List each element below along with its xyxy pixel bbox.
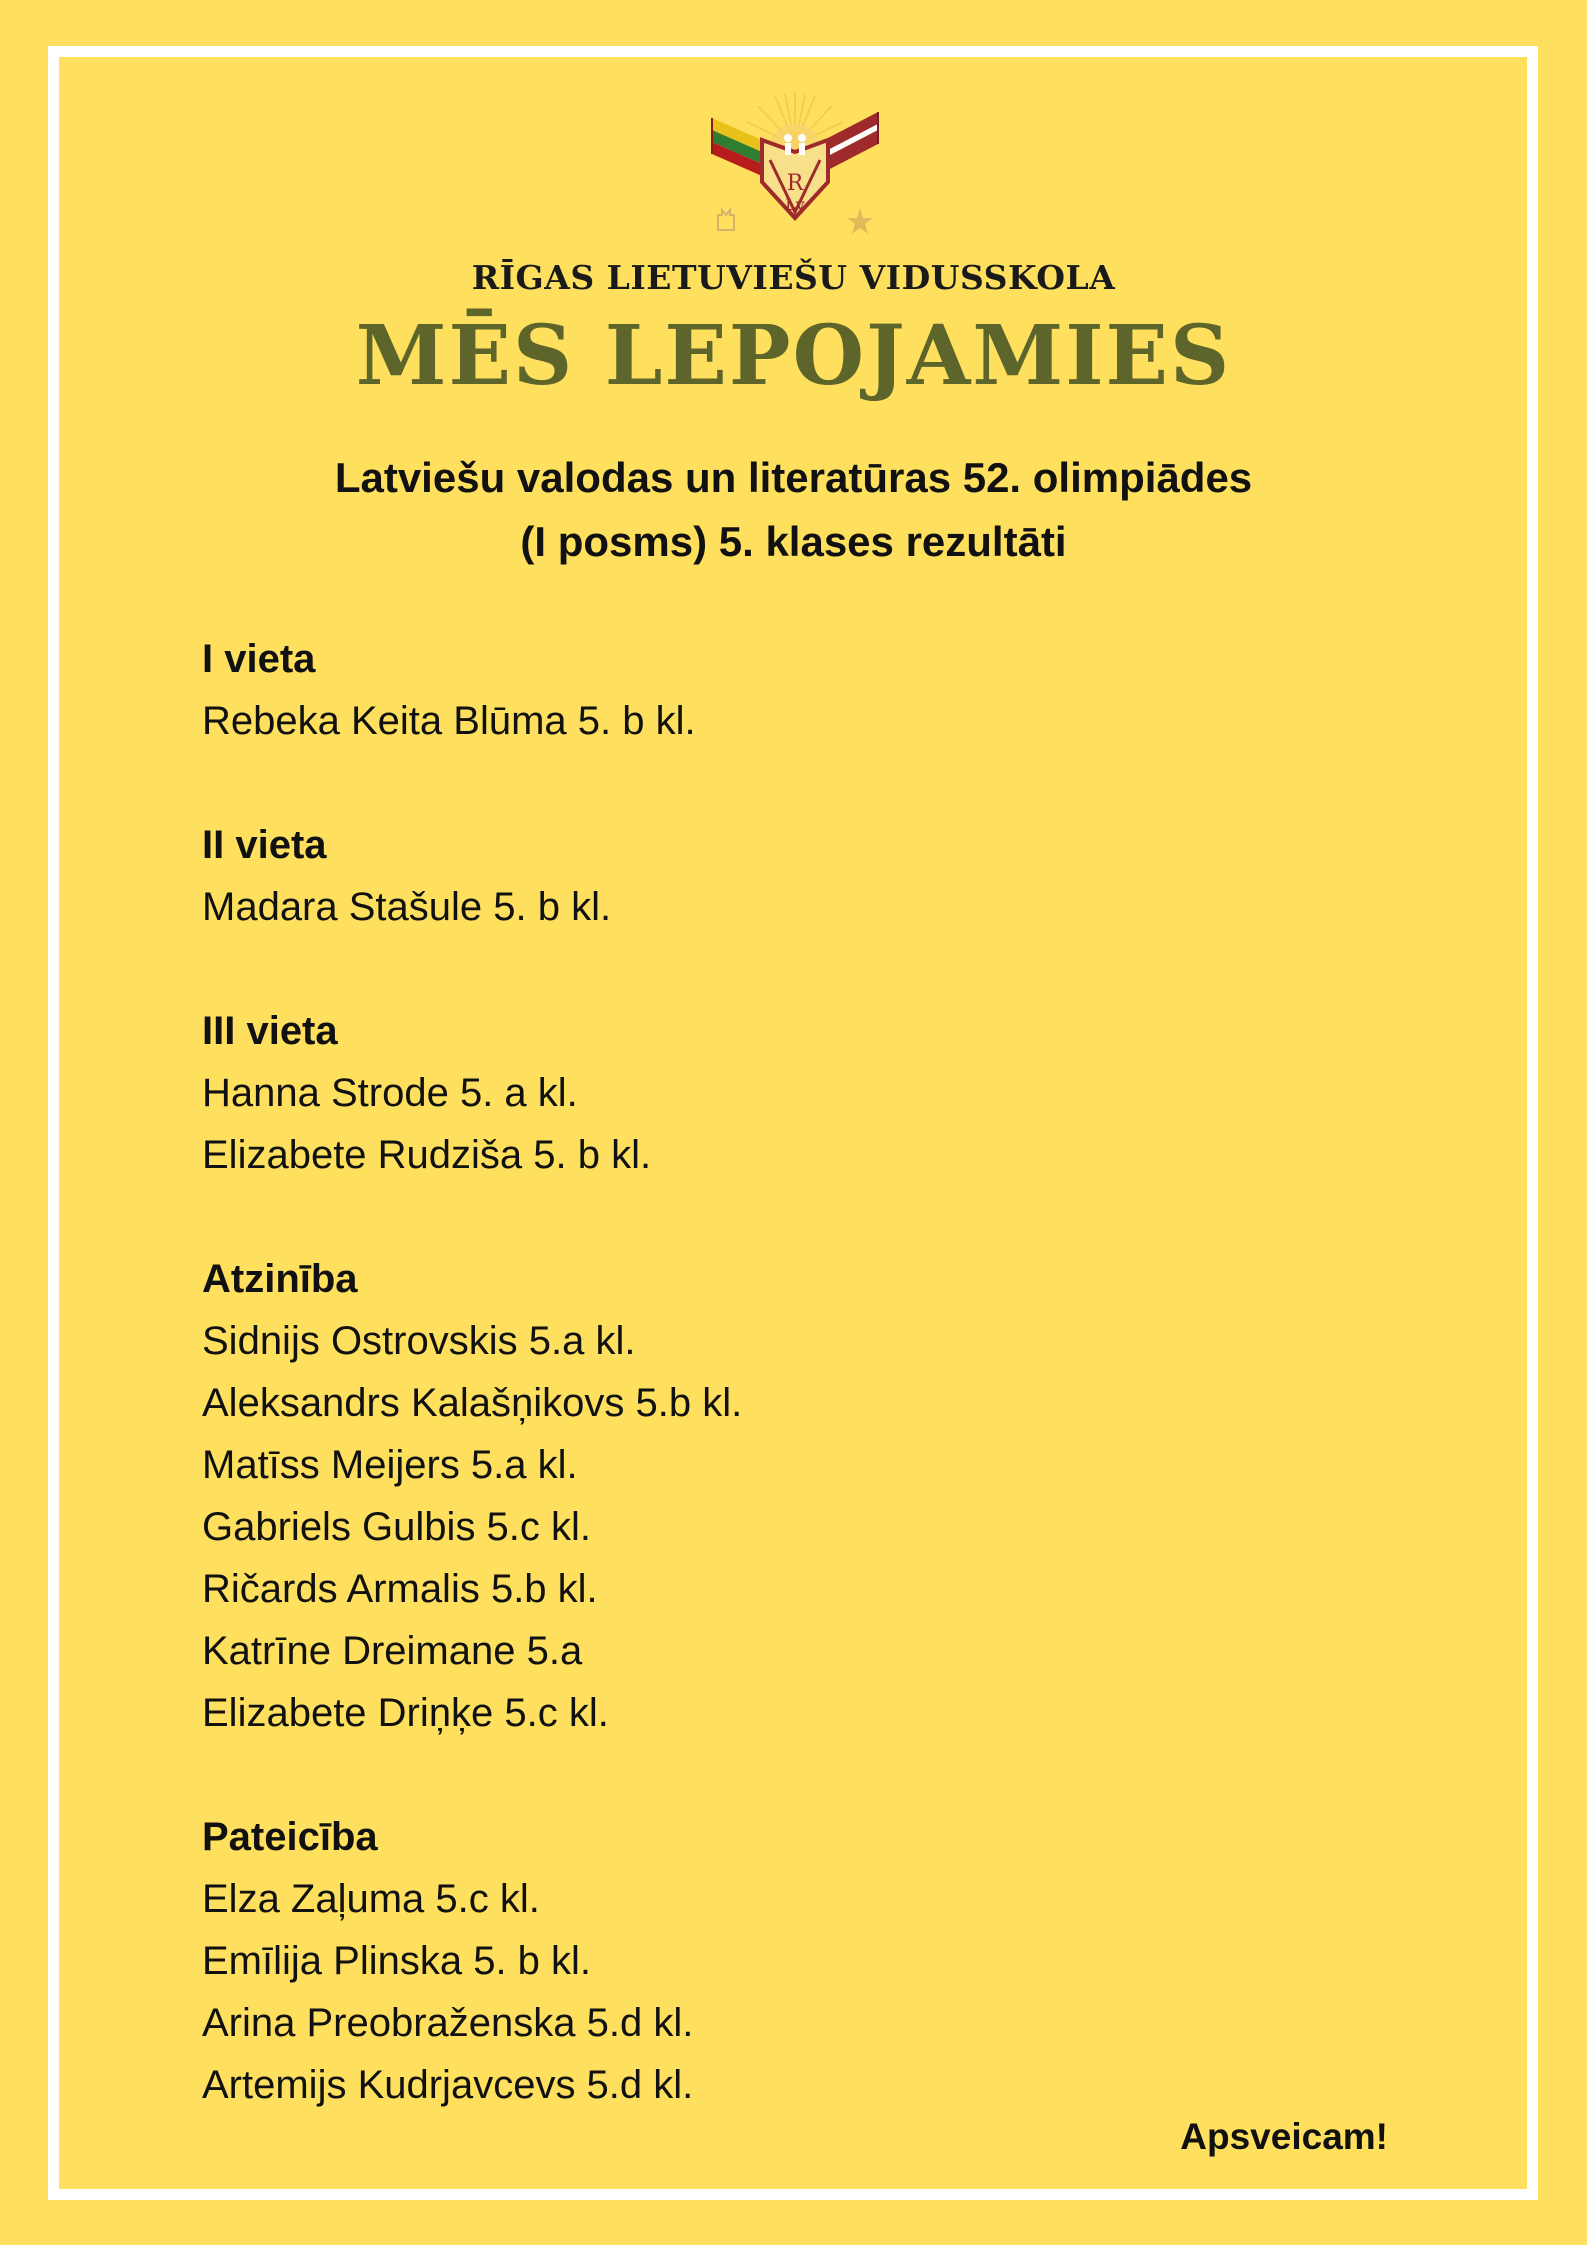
list-item: Sidnijs Ostrovskis 5.a kl. — [202, 1319, 636, 1363]
list-item: Hanna Strode 5. a kl. — [202, 1071, 578, 1115]
list-item: Artemijs Kudrjavcevs 5.d kl. — [202, 2063, 694, 2107]
svg-text:Lv: Lv — [785, 195, 805, 214]
group-third-place — [202, 1000, 1352, 1186]
list-item: Emīlija Plinska 5. b kl. — [202, 1939, 592, 1983]
list-item: Ričards Armalis 5.b kl. — [202, 1567, 598, 1611]
group-title: Pateicība — [202, 1815, 378, 1859]
subtitle — [0, 446, 1587, 574]
list-item: Gabriels Gulbis 5.c kl. — [202, 1505, 592, 1549]
group-title: II vieta — [202, 823, 327, 867]
page-title: MĒS LEPOJAMIES — [355, 308, 1232, 404]
list-item: Elizabete Driņķe 5.c kl. — [202, 1691, 609, 1735]
group-second-place — [202, 814, 1352, 938]
list-item: Elizabete Rudziša 5. b kl. — [202, 1133, 652, 1177]
list-item: Arina Preobraženska 5.d kl. — [202, 2001, 694, 2045]
list-item: Rebeka Keita Blūma 5. b kl. — [202, 699, 696, 743]
group-title: I vieta — [202, 637, 316, 681]
group-title: III vieta — [202, 1009, 338, 1053]
list-item: Katrīne Dreimane 5.a — [202, 1629, 583, 1673]
closing-message: Apsveicam! — [1180, 2116, 1388, 2157]
group-commendation — [202, 1248, 1352, 1744]
school-name: RĪGAS LIETUVIEŠU VIDUSSKOLA — [471, 258, 1116, 297]
list-item: Elza Zaļuma 5.c kl. — [202, 1877, 540, 1921]
subtitle-line: (I posms) 5. klases rezultāti — [520, 518, 1067, 565]
group-title: Atzinība — [202, 1257, 358, 1301]
group-gratitude — [202, 1806, 1352, 2116]
school-crest-icon — [700, 90, 890, 235]
subtitle-line: Latviešu valodas un literatūras 52. olimpiādes — [334, 454, 1253, 501]
results-list — [202, 628, 1352, 2178]
list-item: Matīss Meijers 5.a kl. — [202, 1443, 578, 1487]
svg-text:R: R — [786, 171, 804, 196]
list-item: Aleksandrs Kalašņikovs 5.b kl. — [202, 1381, 743, 1425]
list-item: Madara Stašule 5. b kl. — [202, 885, 612, 929]
group-first-place — [202, 628, 1352, 752]
